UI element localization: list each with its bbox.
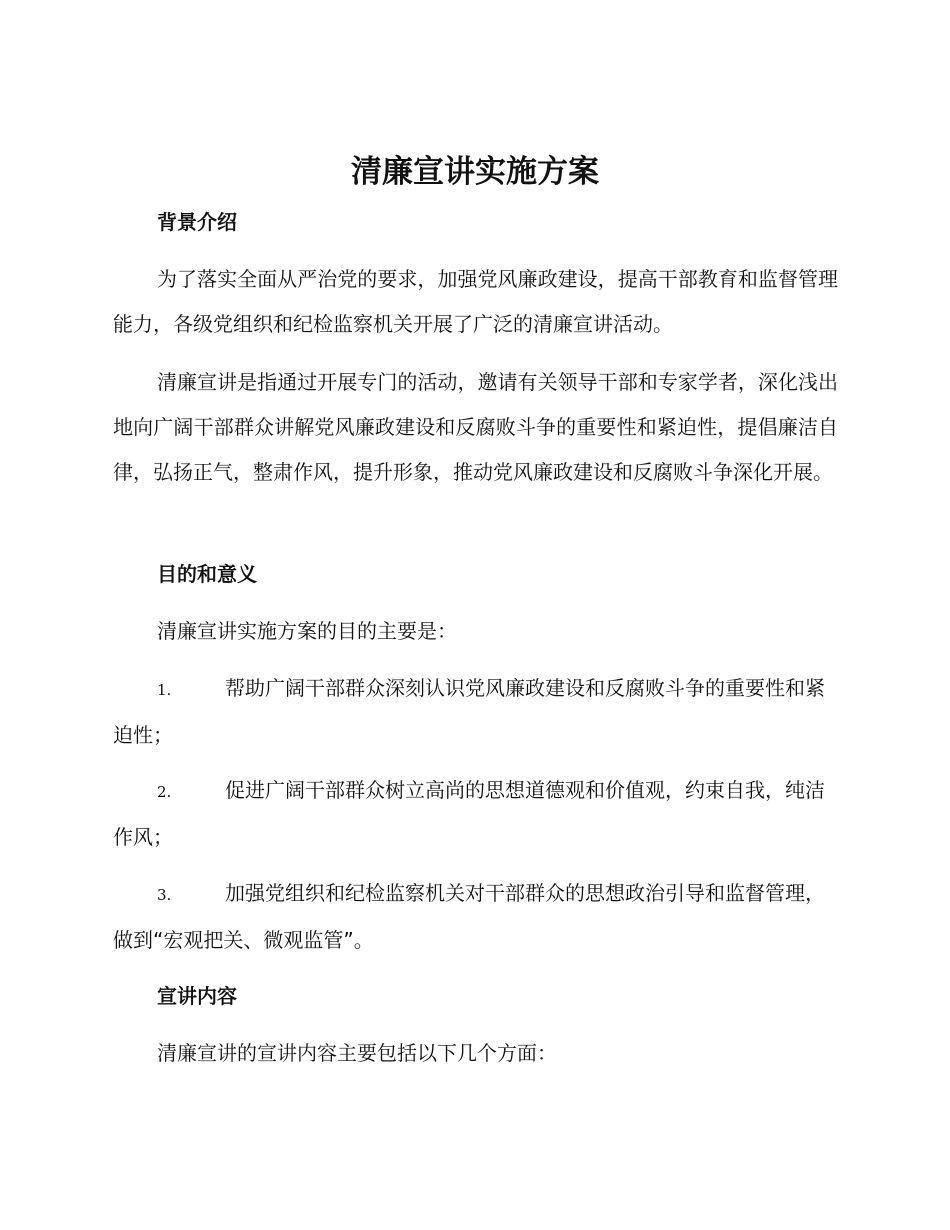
list-number: 2. [157,783,172,801]
paragraph: 为了落实全面从严治党的要求，加强党风廉政建设，提高干部教育和监督管理能力，各级党组织和纪检监察机关开展了广泛的清廉宣讲活动。 [113,267,838,336]
list-number: 1. [157,681,172,699]
list-text: 促进广阔干部群众树立高尚的思想道德观和价值观，约束自我，纯洁作风； [113,778,825,849]
paragraph: 清廉宣讲的宣讲内容主要包括以下几个方面： [157,1041,557,1065]
list-number: 3. [157,886,172,904]
list-text: 加强党组织和纪检监察机关对干部群众的思想政治引导和监督管理，做到“宏观把关、微观监管”。 [113,881,825,952]
list-item [113,871,838,963]
paragraph: 清廉宣讲实施方案的目的主要是： [157,619,457,643]
section-heading-background: 背景介绍 [157,210,237,234]
document-title: 清廉宣讲实施方案 [351,154,599,190]
list-item [113,666,838,758]
section-heading-purpose: 目的和意义 [157,562,257,586]
list-item [113,768,838,860]
paragraph: 清廉宣讲是指通过开展专门的活动，邀请有关领导干部和专家学者，深化浅出地向广阔干部群众讲解党风廉政建设和反腐败斗争的重要性和紧迫性，提倡廉洁自律，弘扬正气，整肃作风，提升形象，推动党风廉政建设和反腐败斗争深化开展。 [113,370,838,484]
section-heading-content: 宣讲内容 [157,984,237,1008]
list-text: 帮助广阔干部群众深刻认识党风廉政建设和反腐败斗争的重要性和紧迫性； [113,676,825,747]
